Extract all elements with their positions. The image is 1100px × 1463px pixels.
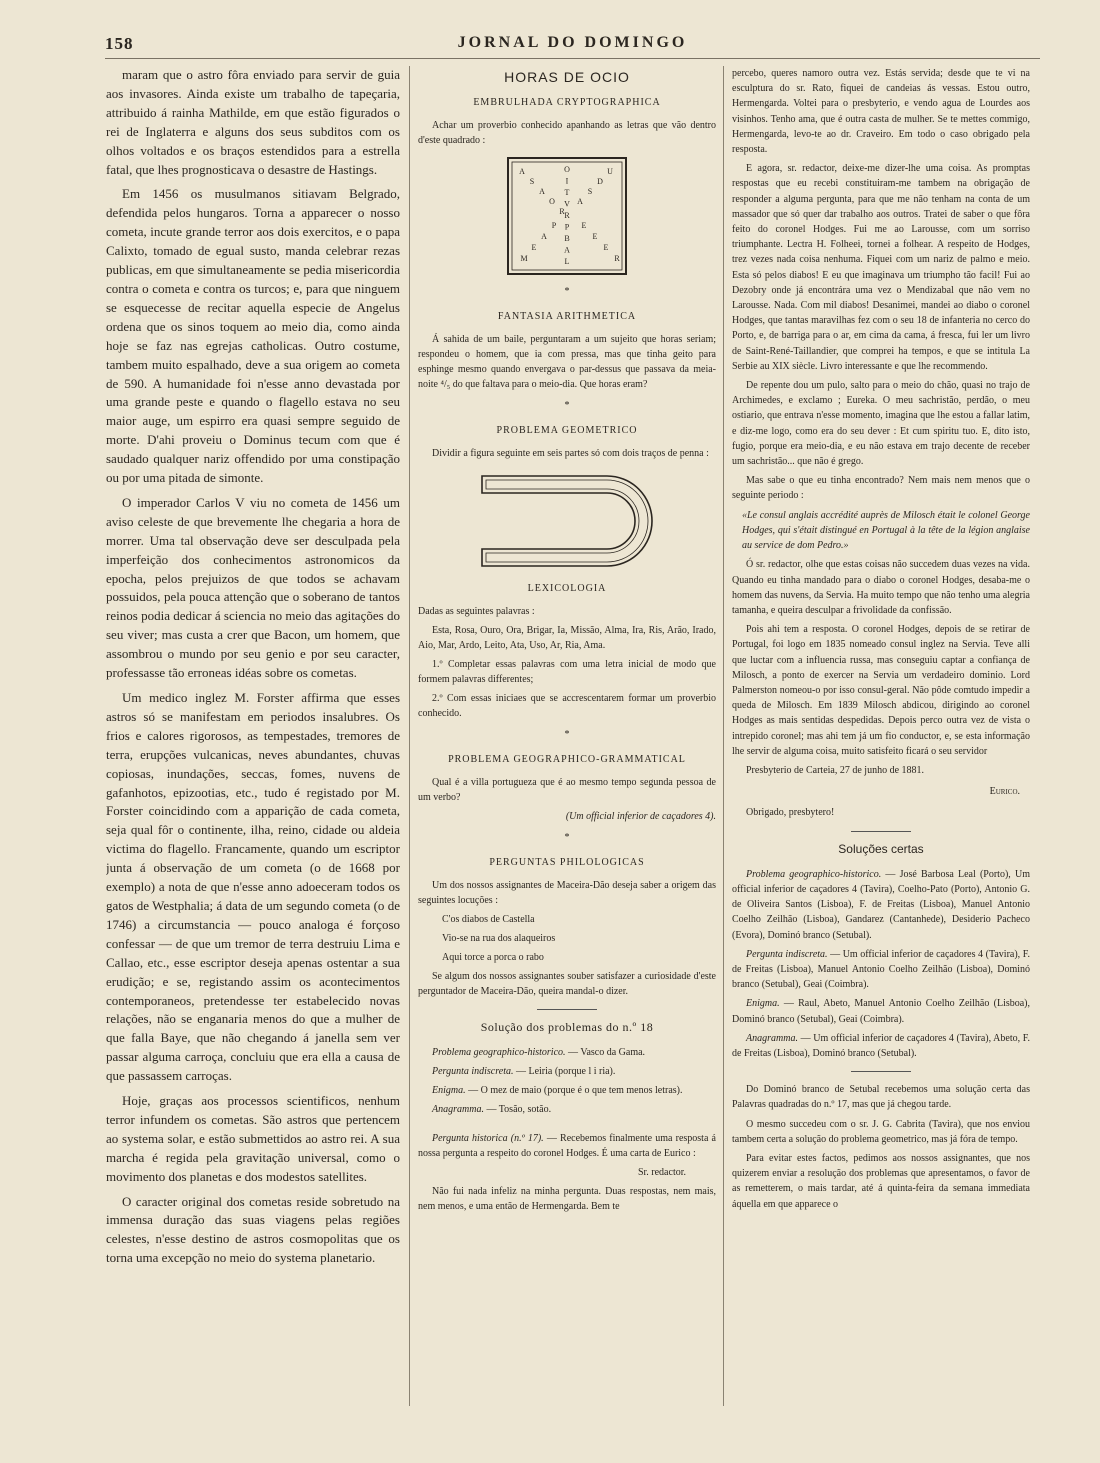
lex-words: Esta, Rosa, Ouro, Ora, Brigar, Ia, Missão, Alma, Ira, Ris, Arão, Irado, Aio, Mar, Ardo, Leito, Ata, Uso, Ar, Ria, Ama. — [418, 625, 716, 651]
puzzle-letter: A — [577, 197, 583, 206]
puzzle-letter: E — [581, 221, 587, 230]
paragraph: percebo, queres namoro outra vez. Estás servida; desde que te vi na esculptura do sr. Rato, fiquei de candeias ás vessas. Estou outro, Hermengarda. Voltei para o presbyterio, e vendo agua de Lourdes aos visinhos. Tenho ama, que é outra casta de mulher. Se te mettes commigo, Hermengarda, levo-te ao dr. Craveiro. Em todo o caso obrigado pela resposta. — [732, 68, 1030, 156]
paragraph: O caracter original dos cometas reside sobretudo na immensa duração das suas viagens pelas regiões celestes, n'esse destino de astros cosmopolitas que os torna uma excepção no meio do systema planetario. — [106, 1193, 400, 1266]
column-rule — [409, 66, 410, 1406]
puzzle-letter: M — [520, 254, 528, 263]
notice: Para evitar estes factos, pedimos aos nossos assignantes, que nos quizerem enviar a resolução dos problemas que apresentamos, o favor de as remetterem, o mais tardar, até á quinta-feira da semana immediata áquella em que apparece o — [732, 1153, 1030, 1210]
letter-column — [732, 66, 1030, 1416]
puzzle-letter: S — [529, 177, 535, 186]
french-quote: «Le consul anglais accrédité auprès de Milosch était le colonel George Hodges, qui s'était distingué en Portugal à la tête de la légion anglaise au service de dom Pedro.» — [742, 509, 1030, 552]
lex-rule-1: 1.º Completar essas palavras com uma letra inicial de modo que formem palavras differentes; — [418, 659, 716, 685]
lex-intro: Dadas as seguintes palavras : — [418, 606, 535, 617]
thanks: Obrigado, presbytero! — [746, 807, 835, 819]
puzzle-letter: O — [549, 197, 555, 206]
historical-question: Pergunta historica (n.º 17). — Recebemos finalmente uma resposta á nossa pergunta a respeito do coronel Hodges. É uma carta de Eurico : — [418, 1133, 716, 1159]
crypto-heading: EMBRULHADA CRYPTOGRAPHICA — [473, 97, 661, 108]
solution-item: Problema geographico-historico. — Vasco da Gama. — [432, 1047, 646, 1058]
solution-list: Enigma. — Raul, Abeto, Manuel Antonio Coelho Zeilhão (Lisboa), Dominó branco (Setubal), Geai (Coimbra). — [732, 998, 1030, 1025]
paragraph: Mas sabe o que eu tinha encontrado? Nem mais nem menos que o seguinte periodo : — [732, 475, 1030, 502]
letter-date: Presbyterio de Carteia, 27 de junho de 1881. — [746, 764, 925, 776]
arith-text: Á sahida de um baile, perguntaram a um sujeito que horas seriam; respondeu o homem, que ia com pressa, mas que tinha geito para esphinge mesmo quando envergava o par-dessus que passava da meia-noite ⁴/₅ do que faltava para o meio-dia. Que horas eram? — [418, 334, 716, 390]
phil-locution: Vio-se na rua dos alaqueiros — [442, 933, 556, 944]
geom-text: Dividir a figura seguinte em seis partes só com dois traços de penna : — [432, 448, 709, 459]
puzzle-letter: P — [564, 222, 570, 232]
notice: O mesmo succedeu com o sr. J. G. Cabrita (Tavira), que nos enviou tambem certa a solução do problema geometrico, mas já fóra de tempo. — [732, 1118, 1030, 1145]
lex-rule-2: 2.º Com essas iniciaes que se accrescentarem formar um proverbio conhecido. — [418, 693, 716, 719]
geometric-figure — [477, 471, 657, 571]
paragraph: Ó sr. redactor, olhe que estas coisas não succedem duas vezes na vida. Quando eu tinha mandado para o diabo o coronel Hodges, desaba-me o homem das nuvens, da Servia. Ha muito tempo que não tenho uma alegria tamanha, e queira desculpar a frivolidade da confissão. — [732, 559, 1030, 616]
separator-star: * — [564, 832, 570, 843]
solution-list: Problema geographico-historico. — José Barbosa Leal (Porto), Um official inferior de caçadores 4 (Tavira), Coelho-Pato (Porto), Antonio G. de Oliveira Santos (Lisboa), F. de Freitas (Lisboa), Manuel Antonio Coelho Zeilhão (Lisboa), Gandarez (Cantanhede), Desiderio Pacheco (Evora), Dominó branco (Setubal). — [732, 868, 1030, 941]
arith-heading: FANTASIA ARITHMETICA — [497, 311, 637, 322]
puzzle-letter: A — [539, 187, 545, 196]
puzzle-letter: D — [597, 177, 603, 186]
column-rule — [723, 66, 724, 1406]
paragraph: E agora, sr. redactor, deixe-me dizer-lhe uma coisa. As promptas respostas que eu recebi constituiram-me tambem na obrigação de responder a alguma pergunta, para que me não tenham na conta de um massador que só quer dar trabalho aos outros. Tratei de saber o que fôra feito do coronel Hodges. Fui me ao Larousse, com um sorriso triumphante. Lectra H. Folheei, tornei a folhear. A respeito de Hodges, trez vezes nada coisa nenhuma. Fiquei com um nariz de palmo e meio. Esta só pelos diabos! E eu que imaginava um triumpho tão facil! Fui ao Dezobry onde já encontrára uma vez o Mendizabal que não vem no Larousse. Nada. Com mil diabos! Desanimei, mandei ao diabo o coronel Hodges, que tantas maravilhas fez com o seu 18 de infanteria no cerco do Porto, e, de barriga para o ar, em cima da cama, á fresca, fui ler um livro de Saint-René-Taillandier, que comprei ha tempos, e que se intitula La Serbie au XIX siècle. Livro interessante e que lhe recommendo. — [732, 163, 1030, 372]
solution-item: Anagramma. — Tosão, sotão. — [432, 1104, 552, 1115]
solutions-heading: Solução dos problemas do n.º 18 — [480, 1020, 654, 1034]
puzzle-letter: A — [541, 232, 547, 241]
crypto-text: Achar um proverbio conhecido apanhando as letras que vão dentro d'este quadrado : — [418, 120, 716, 146]
letter-salute: Sr. redactor. — [637, 1167, 686, 1178]
puzzle-letter: R — [559, 207, 565, 216]
puzzle-letter: A — [564, 245, 570, 255]
puzzle-letter: I — [565, 176, 569, 186]
paragraph: Em 1456 os musulmanos sitiavam Belgrado, defendida pelos hungaros. Torna a apparecer o nosso cometa, incute grande terror aos dois exercitos, e o papa Calixto, tomado de egual susto, manda celebrar rezas publicas, em que simultaneamente se pedia misericordia contra o cometa e contra os turcos; e, para que ninguem se esquecesse de recitar aquella especie de Angelus ordena que os sinos toquem ao meio dia, como ainda hoje se faz nas egrejas catholicas. Outro costume, tambem muito espalhado, deve a sua origem ao cometa de 590. A humanidade foi n'esse anno devastada por uma grande peste e quando o flagello estava no seu maior auge, um espirro era quasi sempre seguido de morte. D'ahi proveiu o Dominus tecum com que é saudado qualquer nariz offendido por uma constipação ou por uma pitada de simonte. — [106, 186, 400, 486]
puzzle-letter: E — [603, 243, 609, 252]
geo-text: Qual é a villa portugueza que é ao mesmo tempo segunda pessoa de um verbo? — [418, 777, 716, 803]
puzzles-column — [418, 66, 716, 1416]
correct-solutions-heading: Soluções certas — [838, 841, 924, 856]
paragraph: O imperador Carlos V viu no cometa de 1456 um aviso celeste de que brevemente lhe chegaria a hora de morrer. Uma tal observação deve ser desculpada pela imperfeição dos conhecimentos astronomicos da epocha, pelos prejuizos de que todos se achavam possuidos, pela pouca attenção que o soberano de tantos reinos podia dedicar á sciencia no meio das agitações do seu viver; mas custa a crer que Bacon, um homem, que assombrou o mundo por seu genio e por seu caracter, professasse tão erroneas idéas sobre os cometas. — [106, 494, 400, 681]
puzzle-letter: U — [607, 167, 613, 176]
phil-end: Se algum dos nossos assignantes souber satisfazer a curiosidade d'este perguntador de Maceira-Dão, queira mandal-o dizer. — [418, 971, 716, 997]
lex-heading: LEXICOLOGIA — [527, 583, 607, 594]
paragraph: De repente dou um pulo, salto para o meio do chão, quasi no trajo de Archimedes, e exclamo ; Eureka. O meu sachristão, perdão, o meu ostiario, que entrava n'esse momento, imagina que lhe estou a fallar latim, e diz-me logo, como era do seu dever : Et cum spiritu tuo. E, dito isto, fugio, porque era meio-dia, e eu não estava em trajo decente de receber um sachristão... que não é grego. — [732, 380, 1030, 468]
separator-rule — [851, 831, 911, 832]
paragraph: maram que o astro fôra enviado para servir de guia aos invasores. Ainda existe um trabalho de tapeçaria, attribuido á rainha Mathilde, em que estão figurados o rei de Inglaterra e alguns dos seus subditos com os olhos voltados e os braços estendidos para a estrella fatal, que lhes prognosticava o desastre de Hastings. — [106, 67, 400, 177]
puzzle-letter: E — [531, 243, 537, 252]
puzzle-letter: V — [564, 199, 570, 209]
puzzle-letter: P — [551, 221, 557, 230]
solution-list: Anagramma. — Um official inferior de caçadores 4 (Tavira), Abeto, F. de Freitas (Lisboa), Dominó branco (Setubal). — [732, 1032, 1030, 1059]
solution-list: Pergunta indiscreta. — Um official inferior de caçadores 4 (Tavira), F. de Freitas (Lisboa), Manuel Antonio Coelho Zeilhão (Lisboa), Dominó branco (Setubal), Geai (Coimbra). — [732, 948, 1030, 991]
separator-star: * — [564, 729, 570, 740]
puzzle-letter: A — [519, 167, 525, 176]
puzzle-letter: R — [564, 211, 570, 220]
paragraph: Hoje, graças aos processos scientificos, nenhum terror infundem os cometas. São astros que pertencem ao systema solar, e estão submettidos ao astro rei. A sua marcha é regida pela gravitação universal, como o movimento dos planetas e dos modestos satellites. — [106, 1093, 400, 1184]
solution-item: Enigma. — O mez de maio (porque é o que tem menos letras). — [432, 1085, 683, 1096]
notice: Do Dominó branco de Setubal recebemos uma solução certa das Palavras quadradas do n.º 17, mas que já chegou tarde. — [732, 1084, 1030, 1111]
page-header — [105, 32, 1040, 59]
separator-star: * — [564, 286, 570, 297]
phil-heading: PERGUNTAS PHILOLOGICAS — [489, 857, 645, 868]
letter-text: Não fui nada infeliz na minha pergunta. Duas respostas, nem mais, nem menos, e uma então de Hermengarda. Bem te — [418, 1186, 716, 1212]
geom-heading: PROBLEMA GEOMETRICO — [496, 425, 638, 436]
cryptographic-square — [506, 156, 628, 276]
phil-locution: Aqui torce a porca o rabo — [442, 952, 544, 963]
puzzle-letter: O — [564, 165, 570, 174]
paragraph: Um medico inglez M. Forster affirma que esses astros só se manifestam em periodos insalubres. Os frios e calores rigorosos, as tempestades, tremores de terra, erupções vulcanicas, neves abundantes, chuvas copiosas, inundações, seccas, fomes, nuvens de gafanhotos, epizootias, etc., tudo é registado por M. Forster coincidindo com a apparição de cada cometa, seja qual fôr o continente, ilha, reino, cidade ou aldeia victima do flagello. Francamente, quando um escriptor junta á observação de um cometa (o de 1668 por exemplo) a nota de que n'esse anno adoeceram todos os gatos de Westphalia; á data de um segundo cometa (o de 1746) a circumstancia — pouco analoga é forçoso confessar — de que um tremor de terra destruiu Lima e Callao, etc., esse escriptor deseja apenas ostentar a sua erudição; e se, registando assim os acontecimentos contemporaneos, pretendesse ter estabelecido novas relações, não se enganaria menos do que a mulher de que falla Baye, que não chegando á janella sem ver passar alguma carroça, concluiu que era ella a causa de que passassem carroças. — [106, 690, 400, 1084]
puzzle-letter: S — [587, 187, 593, 196]
signature: Eurico. — [989, 786, 1020, 798]
puzzle-letter: E — [592, 232, 598, 241]
solution-item: Pergunta indiscreta. — Leiria (porque l i ria). — [432, 1066, 616, 1077]
article-column-comets — [106, 66, 400, 1416]
paragraph: Pois ahi tem a resposta. O coronel Hodges, depois de se retirar de Portugal, foi logo em 1835 nomeado consul inglez na Servia. Teve alli que luctar com a influencia russa, mas conseguiu captar a confiança de Milosch, a ponto de exercer na Servia um verdadeiro dominio. Lord Palmerston nomeou-o por isso consul-geral. Não pôde comtudo impedir a queda de Milosch. Em 1839 Milosch abdicou, dirigindo ao coronel Hodges as mais sentidas despedidas. Depois perco outra vez de vista o intrepido coronel; mas ahi tem já um fio conductor, e, se esta informação lhe servir de alguma coisa, muito satisfeito ficará o seu servidor — [732, 624, 1030, 757]
geo-signature: (Um official inferior de caçadores 4). — [565, 811, 716, 822]
page-number: 158 — [105, 34, 134, 53]
separator-star: * — [564, 400, 570, 411]
separator-rule — [851, 1071, 911, 1072]
separator-rule — [537, 1009, 597, 1010]
geo-heading: PROBLEMA GEOGRAPHICO-GRAMMATICAL — [448, 754, 686, 765]
journal-title: JORNAL DO DOMINGO — [457, 34, 688, 51]
section-title: HORAS DE OCIO — [504, 69, 630, 85]
puzzle-letter: T — [564, 188, 570, 197]
puzzle-letter: B — [564, 234, 570, 243]
phil-locution: C'os diabos de Castella — [442, 914, 535, 925]
puzzle-letter: L — [564, 257, 570, 266]
phil-text: Um dos nossos assignantes de Maceira-Dão deseja saber a origem das seguintes locuções : — [418, 880, 716, 906]
puzzle-letter: R — [614, 254, 620, 263]
